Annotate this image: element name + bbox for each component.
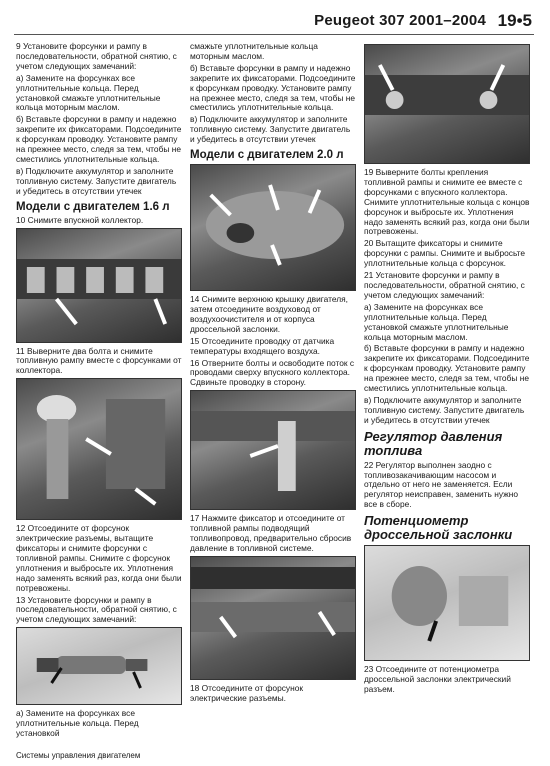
section-heading-fuel-regulator: Регулятор давления топлива [364, 428, 503, 458]
step-9: 9 Установите форсунки и рампу в последовательности, обратной снятию, с учетом следующих замечаний: [16, 41, 177, 71]
step-b: б) Вставьте форсунки в рампу и надежно закрепите их фиксаторами. Подсоедините к форсункам проводку. Установите рампу на прежнее место, следя за тем, чтобы не сместились уплотнительные кольца. [190, 62, 356, 113]
photo-engine-2-0 [190, 164, 356, 291]
step-21: 21 Установите форсунки и рампу в последовательности, обратной снятию, с учетом следующих замечаний: [364, 270, 525, 300]
page-header [0, 0, 550, 38]
header-rule [14, 34, 534, 35]
running-title: Peugeot 307 2001–2004 [314, 12, 486, 29]
step-13: 13 Установите форсунки и рампу в последовательности, обратной снятию, с учетом следующих замечаний: [16, 594, 177, 625]
step-13a: а) Замените на форсунках все уплотнительные кольца. Перед установкой [16, 708, 139, 739]
step-20: 20 Вытащите фиксаторы и снимите форсунки с рампы. Снимите и выбросьте уплотнительные кольца с форсунок. [364, 238, 526, 269]
photo-fuel-line [190, 390, 356, 510]
section-heading-2-0: Модели с двигателем 2.0 л [190, 149, 344, 162]
step-19: 19 Выверните болты крепления топливной рампы и снимите ее вместе с форсунками с впускного коллектора. Снимите уплотнительные кольца с концов форсунок и выбросьте их. Уплотнения надо заменять всякий раз, когда они были потревожены. [364, 167, 530, 237]
step-14: 14 Снимите верхнюю крышку двигателя, затем отсоедините воздуховод от воздухоочистителя и от корпуса дроссельной заслонки. [190, 294, 348, 334]
photo-rail-bolts [364, 44, 530, 164]
step-15: 15 Отсоедините проводку от датчика температуры входящего воздуха. [190, 335, 335, 356]
photo-fuel-rail-1-6 [16, 378, 182, 520]
column-2 [190, 42, 356, 706]
column-3 [364, 42, 530, 697]
section-heading-throttle-sensor: Потенциометр дроссельной заслонки [364, 513, 513, 543]
column-1 [16, 42, 182, 741]
photo-throttle-sensor [364, 545, 530, 661]
step-9b: б) Вставьте форсунки в рампу и надежно закрепите их фиксаторами. Подсоедините к форсункам проводку. Установите рампу на прежнее место, следя за тем, чтобы не сместились уплотнительные кольца. [16, 114, 182, 164]
step-21c: в) Подключите аккумулятор и заполните топливную систему. Запустите двигатель и убедитесь в отсутствии утечек [364, 394, 525, 425]
step-21b: б) Вставьте форсунки в рампу и надежно закрепите их фиксаторами. Подсоедините к форсункам проводку. Установите рампу на прежнее место, следя за тем, чтобы не сместились уплотнительные кольца. [364, 343, 530, 394]
photo-connectors [190, 556, 356, 680]
step-16: 16 Отверните болты и освободите поток с проводами сверху впускного коллектора. Сдвиньте проводку в сторону. [190, 357, 355, 388]
step-10: 10 Снимите впускной коллектор. [16, 214, 144, 225]
step-12: 12 Отсоедините от форсунок электрические разъемы, вытащите фиксаторы и снимите форсунки с топливной рампы. Снимите с форсунок уплотнения и выбросьте их. Уплотнения надо заменять всякий раз, когда они были потревожены. [16, 523, 182, 593]
step-23: 23 Отсоедините от потенциометра дроссельной заслонки электрический разъем. [364, 664, 511, 694]
section-heading-1-6: Модели с двигателем 1.6 л [16, 200, 170, 213]
step-22: 22 Регулятор выполнен заодно с топливозакачивающим насосом и отдельно от него не заменяется. Если регулятор неисправен, заменить нужно все в сборе. [364, 459, 519, 510]
step-9c: в) Подключите аккумулятор и заполните топливную систему. Запустите двигатель и убедитесь в отсутствии утечек [16, 165, 177, 196]
photo-intake-1-6 [16, 228, 182, 343]
page-footer: Системы управления двигателем [16, 751, 141, 760]
step-18: 18 Отсоедините от форсунок электрические разъемы. [190, 682, 304, 703]
step-9a: а) Замените на форсунках все уплотнительные кольца. Перед установкой смажьте уплотнительные кольца моторным маслом. [16, 72, 161, 113]
step-11: 11 Выверните два болта и снимите топливную рампу вместе с форсунками от коллектора. [16, 345, 182, 376]
step-21a: а) Замените на форсунках все уплотнительные кольца. Перед установкой смажьте уплотнительные кольца моторным маслом. [364, 301, 509, 342]
step-c: в) Подключите аккумулятор и заполните топливную систему. Запустите двигатель и убедитесь в отсутствии утечек [190, 114, 351, 145]
page-number: 19•5 [497, 11, 532, 30]
step-17: 17 Нажмите фиксатор и отсоедините от топливной рампы подводящий топливопровод, предварительно сбросив давление в топливной системе. [190, 513, 352, 553]
photo-injector [16, 627, 182, 705]
step-continued: смажьте уплотнительные кольца моторным маслом. [190, 41, 318, 61]
